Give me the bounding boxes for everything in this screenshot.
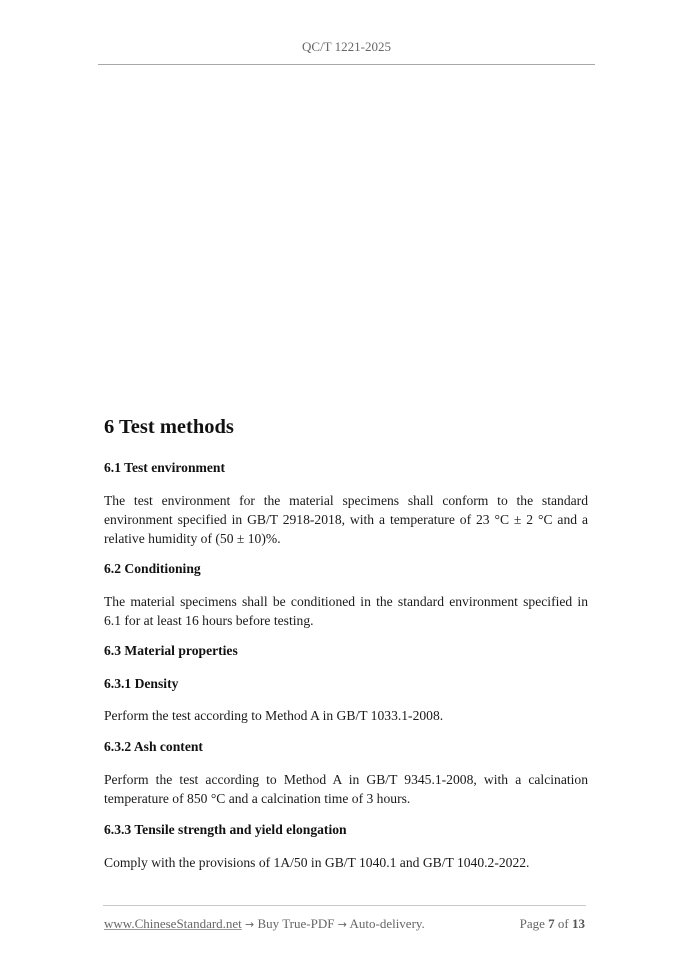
paragraph-6-1: The test environment for the material specimens shall conform to the standard environment specified in GB/T 2918-2018, with a temperature of 23 °C ± 2 °C and a relative humidity of (50 ± 10)%. [104,493,588,546]
subsection-heading-6-1: 6.1 Test environment [104,460,225,475]
page-total: 13 [572,916,585,931]
subsection-heading-6-3-2: 6.3.2 Ash content [104,739,203,754]
paragraph-6-3-1: Perform the test according to Method A in GB/T 1033.1-2008. [104,708,444,723]
arrow-right-icon: → [245,918,255,931]
running-header-doc-code: QC/T 1221-2025 [302,39,391,54]
subsection-heading-6-3-1: 6.3.1 Density [104,676,179,691]
arrow-right-icon: → [337,918,347,931]
auto-delivery-text: Auto-delivery. [349,916,425,931]
page-of-label: of [557,916,569,931]
buy-true-pdf-text: Buy True-PDF [257,916,335,931]
paragraph-6-3-3: Comply with the provisions of 1A/50 in GB/T 1040.1 and GB/T 1040.2-2022. [104,855,530,870]
chinesestandard-link[interactable]: www.ChineseStandard.net [104,916,242,931]
page-number [520,915,585,933]
paragraph-6-3-2: Perform the test according to Method A in GB/T 9345.1-2008, with a calcination temperature of 850 °C and a calcination time of 3 hours. [104,772,588,806]
footer-promo [104,915,425,934]
page-label: Page [519,916,545,931]
section-title: 6 Test methods [104,416,234,438]
subsection-heading-6-3: 6.3 Material properties [104,643,238,658]
header-divider [98,64,595,65]
subsection-heading-6-2: 6.2 Conditioning [104,561,201,576]
footer-divider [103,905,586,906]
subsection-heading-6-3-3: 6.3.3 Tensile strength and yield elongation [104,822,347,837]
paragraph-6-2: The material specimens shall be conditioned in the standard environment specified in 6.1 for at least 16 hours before testing. [104,594,588,628]
page-current: 7 [548,916,555,931]
